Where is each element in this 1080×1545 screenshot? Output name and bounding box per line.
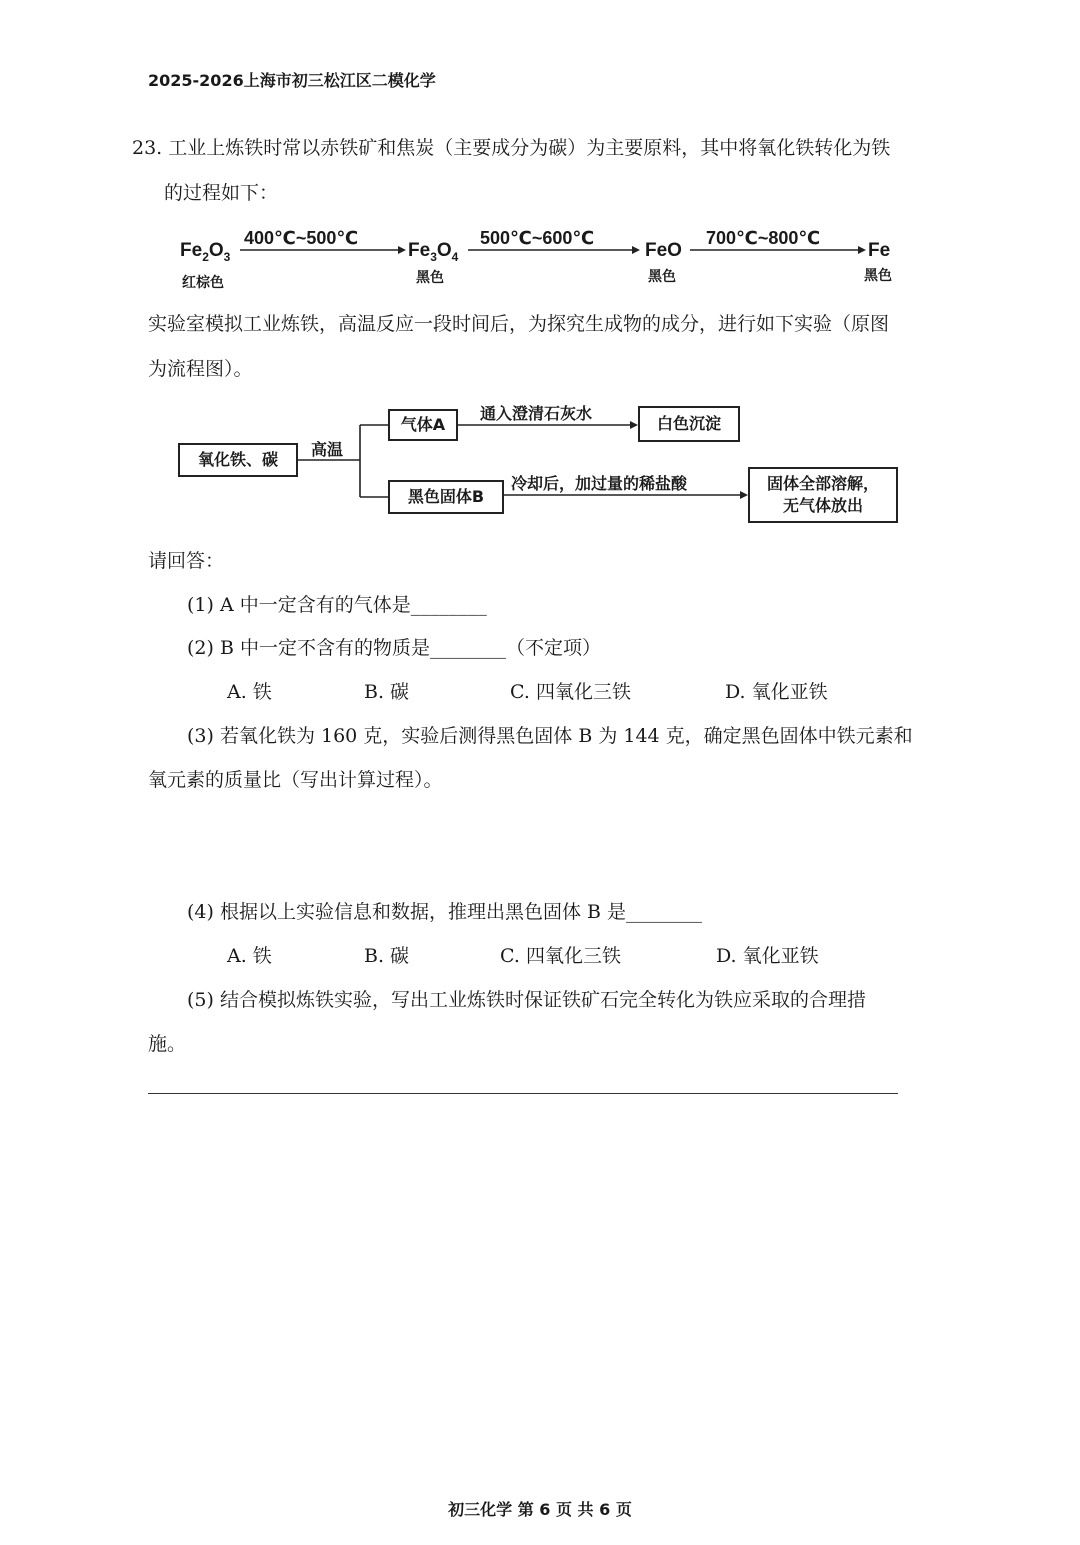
fe2o3-color-label: 红棕色: [182, 275, 224, 291]
fe-formula: Fe: [868, 240, 891, 261]
flow-start-box: 氧化铁、碳: [178, 443, 298, 477]
question-intro-line1: 23. 工业上炼铁时常以赤铁矿和焦炭（主要成分为碳）为主要原料，其中将氧化铁转化为铁: [132, 137, 891, 159]
q2-option-d: D. 氧化亚铁: [725, 681, 828, 703]
q4-option-b: B. 碳: [364, 945, 410, 967]
question-intro-line2: 的过程如下：: [164, 182, 279, 204]
subquestion-3-line1: (3) 若氧化铁为 160 克，实验后测得黑色固体 B 为 144 克，确定黑色固体中铁元素和: [187, 725, 913, 747]
fe3o4-color-label: 黑色: [416, 270, 444, 286]
q4-option-d: D. 氧化亚铁: [716, 945, 819, 967]
subquestion-1: (1) A 中一定含有的气体是________: [187, 594, 487, 616]
fe-color-label: 黑色: [864, 268, 892, 284]
subquestion-5-line1: (5) 结合模拟炼铁实验，写出工业炼铁时保证铁矿石完全转化为铁应采取的合理措: [187, 989, 866, 1011]
fe2o3-formula: $Fe_2O_3$: [180, 240, 231, 264]
page-footer: 初三化学 第 6 页 共 6 页: [448, 1500, 632, 1519]
step3-condition: 700℃~800℃: [706, 228, 821, 248]
subquestion-4: (4) 根据以上实验信息和数据，推理出黑色固体 B 是________: [187, 901, 702, 923]
q4-option-a: A. 铁: [227, 945, 272, 967]
subquestion-5-line2: 施。: [148, 1033, 187, 1055]
feo-color-label: 黑色: [648, 269, 676, 285]
white-precipitate-box: 白色沉淀: [638, 406, 740, 442]
limewater-label: 通入澄清石灰水: [480, 404, 593, 423]
subquestion-2: (2) B 中一定不含有的物质是________（不定项）: [187, 637, 601, 659]
step2-condition: 500℃~600℃: [480, 228, 595, 248]
fe3o4-formula: $Fe_3O_4$: [408, 240, 459, 264]
dissolve-result-box: 固体全部溶解， 无气体放出: [748, 467, 898, 523]
step1-condition: 400℃~500℃: [244, 228, 359, 248]
q2-option-a: A. 铁: [227, 681, 272, 703]
lab-description-line2: 为流程图）。: [148, 358, 253, 380]
q4-option-c: C. 四氧化三铁: [500, 945, 621, 967]
please-answer-label: 请回答：: [148, 550, 225, 572]
solid-b-box: 黑色固体B: [388, 480, 504, 514]
hydrochloric-acid-label: 冷却后，加过量的稀盐酸: [511, 474, 688, 493]
feo-formula: FeO: [645, 240, 682, 261]
q2-option-c: C. 四氧化三铁: [510, 681, 631, 703]
flow-high-temp-label: 高温: [311, 440, 344, 459]
subquestion-3-line2: 氧元素的质量比（写出计算过程）。: [148, 769, 443, 791]
gas-a-box: 气体A: [388, 409, 458, 441]
lab-description-line1: 实验室模拟工业炼铁，高温反应一段时间后，为探究生成物的成分，进行如下实验（原图: [148, 313, 890, 335]
q2-option-b: B. 碳: [364, 681, 410, 703]
answer-line: [148, 1093, 898, 1094]
page-header: 2025-2026上海市初三松江区二模化学: [148, 71, 436, 90]
